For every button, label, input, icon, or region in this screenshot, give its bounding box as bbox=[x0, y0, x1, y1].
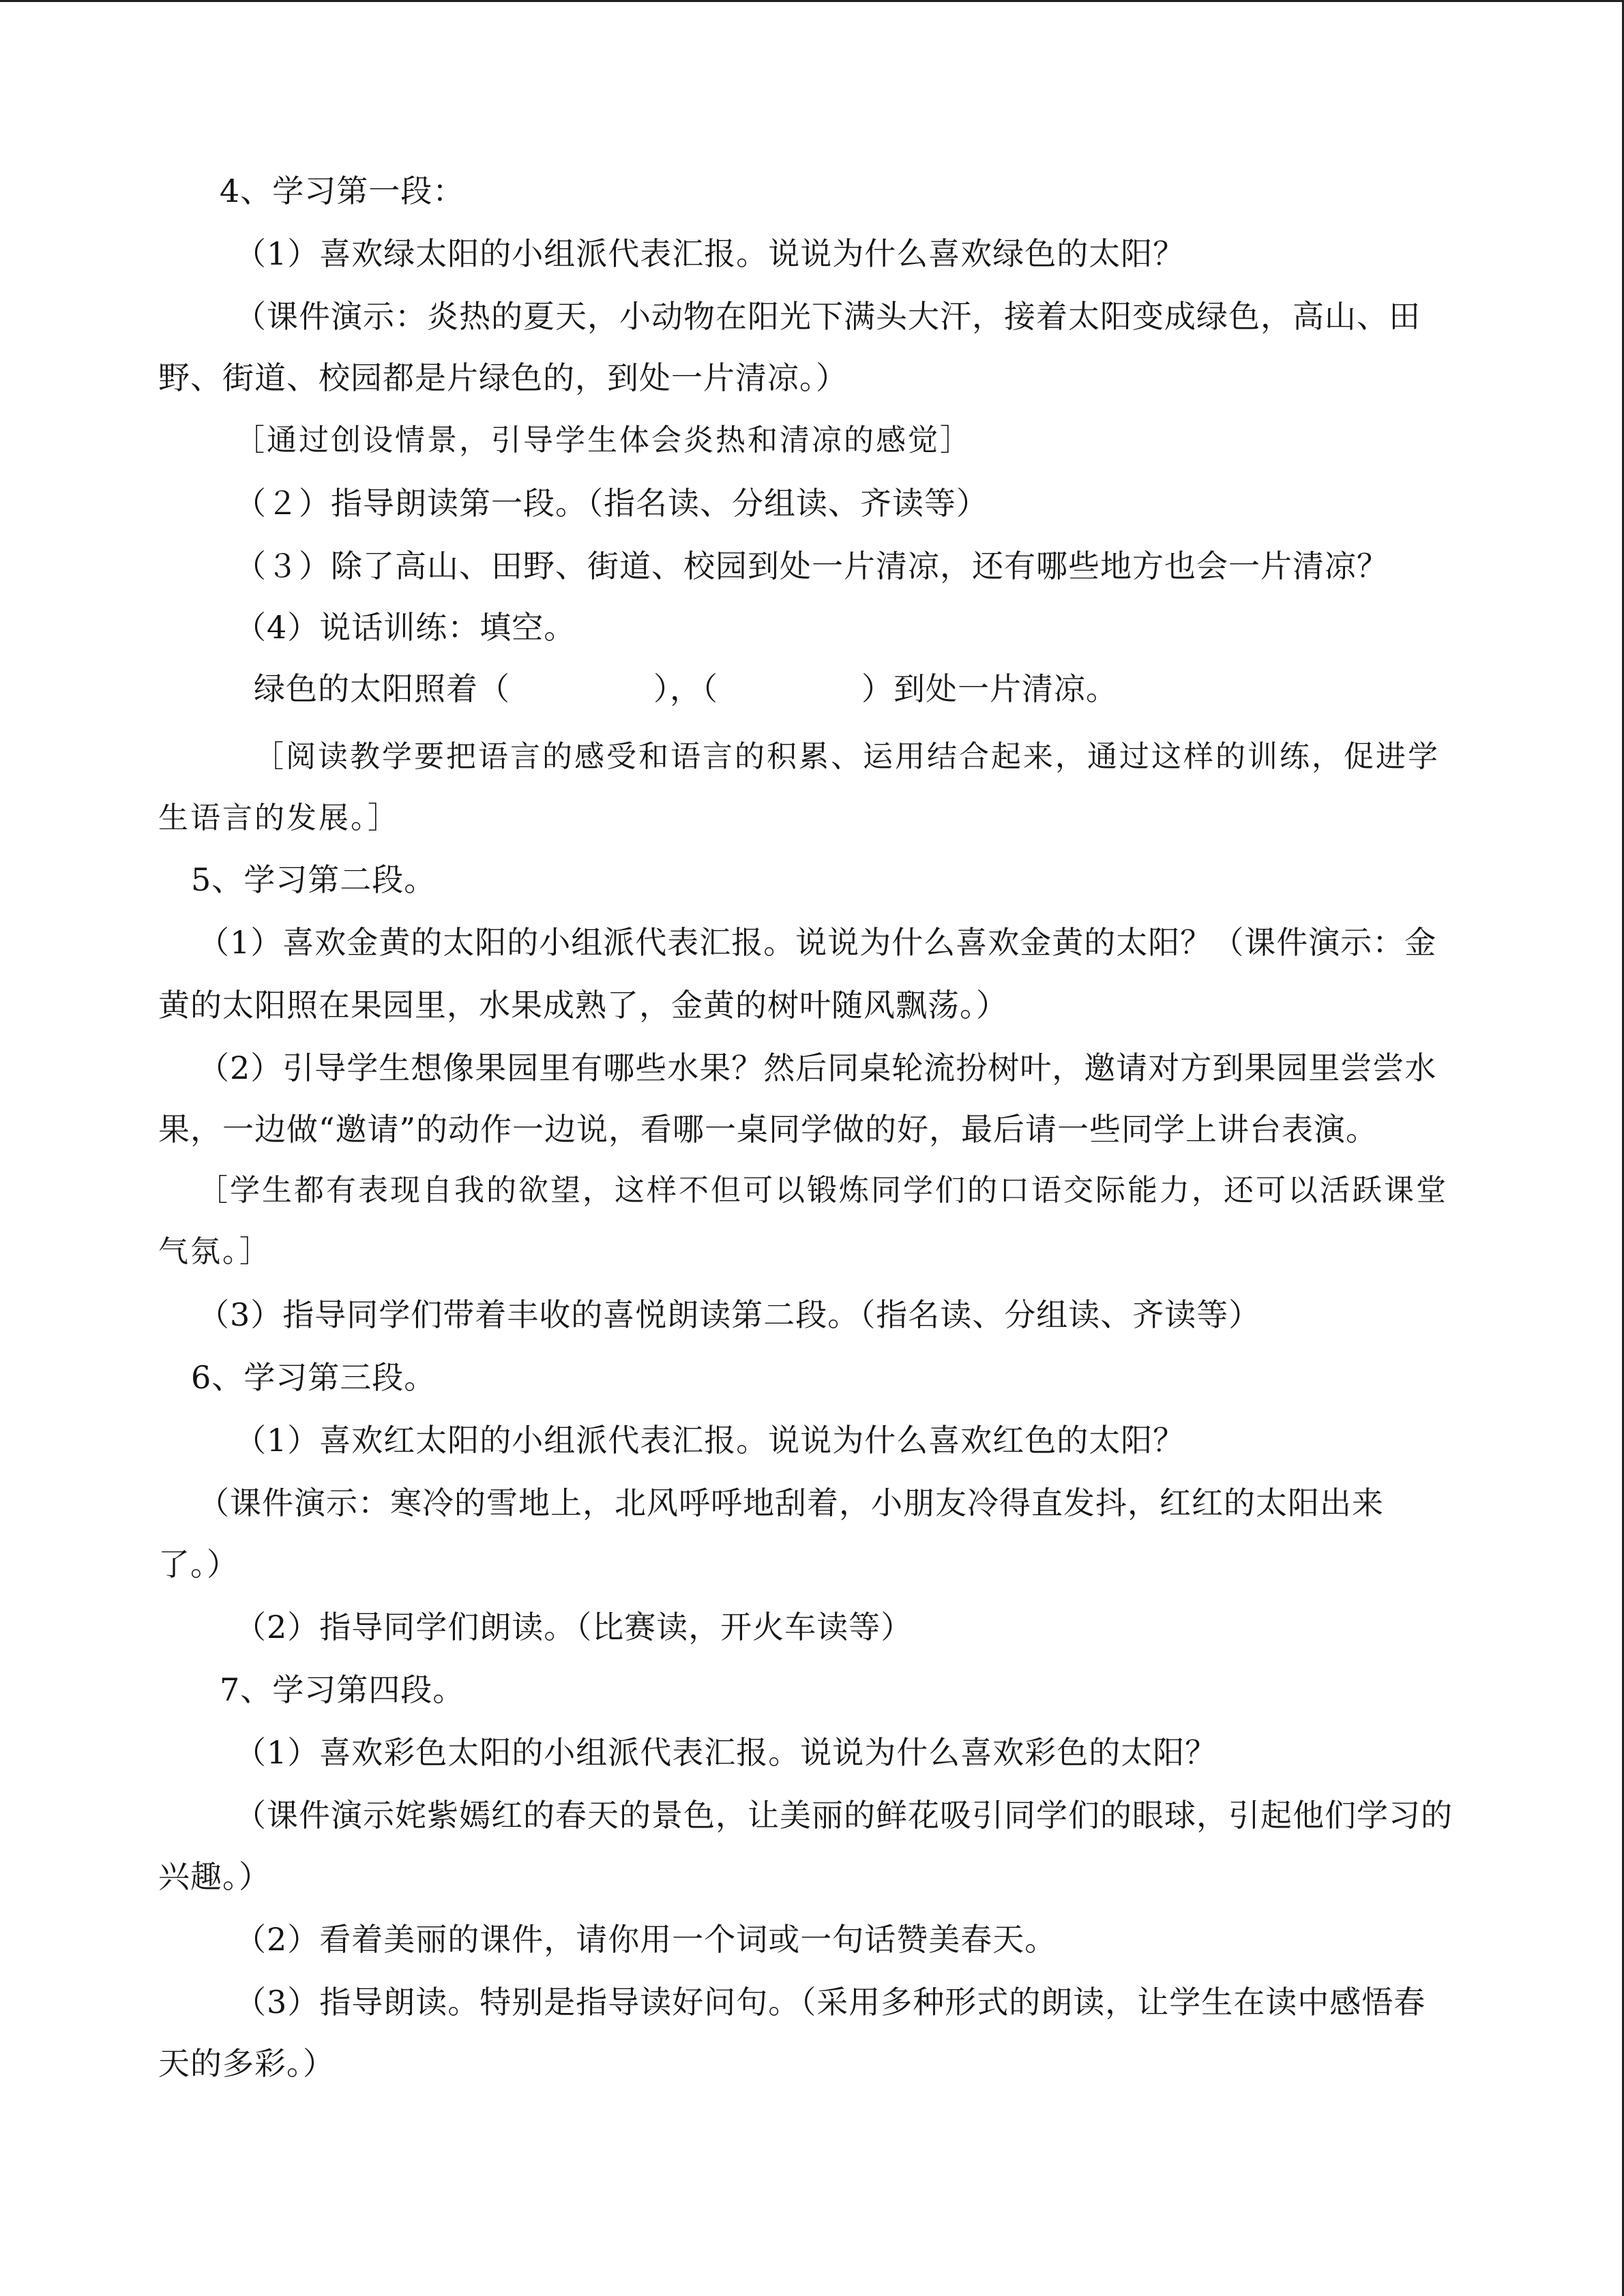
section-heading-7: 7、学习第四段。 bbox=[220, 1671, 465, 1708]
paragraph-line: 果，一边做“邀请”的动作一边说，看哪一桌同学做的好，最后请一些同学上讲台表演。 bbox=[158, 1111, 1378, 1148]
paragraph-line: （2）引导学生想像果园里有哪些水果？然后同桌轮流扮树叶，邀请对方到果园里尝尝水 bbox=[198, 1049, 1437, 1086]
paragraph-line: （课件演示：寒冷的雪地上，北风呼呼地刮着，小朋友冷得直发抖，红红的太阳出来 bbox=[198, 1485, 1384, 1521]
paragraph-line: （1）喜欢红太阳的小组派代表汇报。说说为什么喜欢红色的太阳？ bbox=[235, 1422, 1185, 1459]
paragraph-line: 黄的太阳照在果园里，水果成熟了，金黄的树叶随风飘荡。） bbox=[158, 987, 1008, 1024]
teaching-note: ［通过创设情景，引导学生体会炎热和清凉的感觉］ bbox=[235, 423, 972, 458]
teaching-note: ［学生都有表现自我的欲望，这样不但可以锻炼同学们的口语交际能力，还可以活跃课堂 bbox=[198, 1173, 1448, 1208]
paragraph-line: （2）指导同学们朗读。（比赛读，开火车读等） bbox=[235, 1609, 913, 1645]
teaching-note: 气氛。］ bbox=[158, 1234, 271, 1269]
paragraph-line: （1）喜欢绿太阳的小组派代表汇报。说说为什么喜欢绿色的太阳？ bbox=[235, 235, 1185, 272]
paragraph-line: （３）除了高山、田野、街道、校园到处一片清凉，还有哪些地方也会一片清凉？ bbox=[235, 548, 1389, 584]
section-heading-5: 5、学习第二段。 bbox=[191, 861, 437, 898]
teaching-note: ［阅读教学要把语言的感受和语言的积累、运用结合起来，通过这样的训练，促进学 bbox=[254, 739, 1440, 774]
paragraph-line: 了。） bbox=[158, 1546, 239, 1583]
paragraph-line: （3）指导朗读。特别是指导读好问句。（采用多种形式的朗读，让学生在读中感悟春 bbox=[235, 1984, 1426, 2021]
fill-in-part: ），（ bbox=[653, 670, 718, 707]
paragraph-line: （课件演示姹紫嫣红的春天的景色，让美丽的鲜花吸引同学们的眼球，引起他们学习的 bbox=[235, 1797, 1453, 1834]
paragraph-line: 野、街道、校园都是片绿色的，到处一片清凉。） bbox=[158, 359, 848, 396]
fill-in-part: 绿色的太阳照着（ bbox=[254, 670, 510, 707]
paragraph-line: （2）看着美丽的课件，请你用一个词或一句话赞美春天。 bbox=[235, 1921, 1057, 1958]
paragraph-line: （4）说话训练：填空。 bbox=[235, 609, 576, 646]
paragraph-line: （3）指导同学们带着丰收的喜悦朗读第二段。（指名读、分组读、齐读等） bbox=[198, 1296, 1261, 1333]
paragraph-line: （1）喜欢彩色太阳的小组派代表汇报。说说为什么喜欢彩色的太阳？ bbox=[235, 1734, 1217, 1771]
paragraph-line: （２）指导朗读第一段。（指名读、分组读、齐读等） bbox=[235, 485, 988, 522]
paragraph-line: （1）喜欢金黄的太阳的小组派代表汇报。说说为什么喜欢金黄的太阳？（课件演示：金 bbox=[198, 924, 1437, 961]
section-heading-4: 4、学习第一段： bbox=[220, 173, 465, 209]
fill-in-part: ）到处一片清凉。 bbox=[861, 670, 1118, 707]
fill-in-blank-sentence bbox=[254, 670, 1118, 708]
section-heading-6: 6、学习第三段。 bbox=[191, 1359, 437, 1396]
paragraph-line: 兴趣。） bbox=[158, 1858, 271, 1895]
teaching-note: 生语言的发展。］ bbox=[158, 801, 400, 835]
paragraph-line: （课件演示：炎热的夏天，小动物在阳光下满头大汗，接着太阳变成绿色，高山、田 bbox=[235, 298, 1421, 335]
paragraph-line: 天的多彩。） bbox=[158, 2045, 335, 2082]
